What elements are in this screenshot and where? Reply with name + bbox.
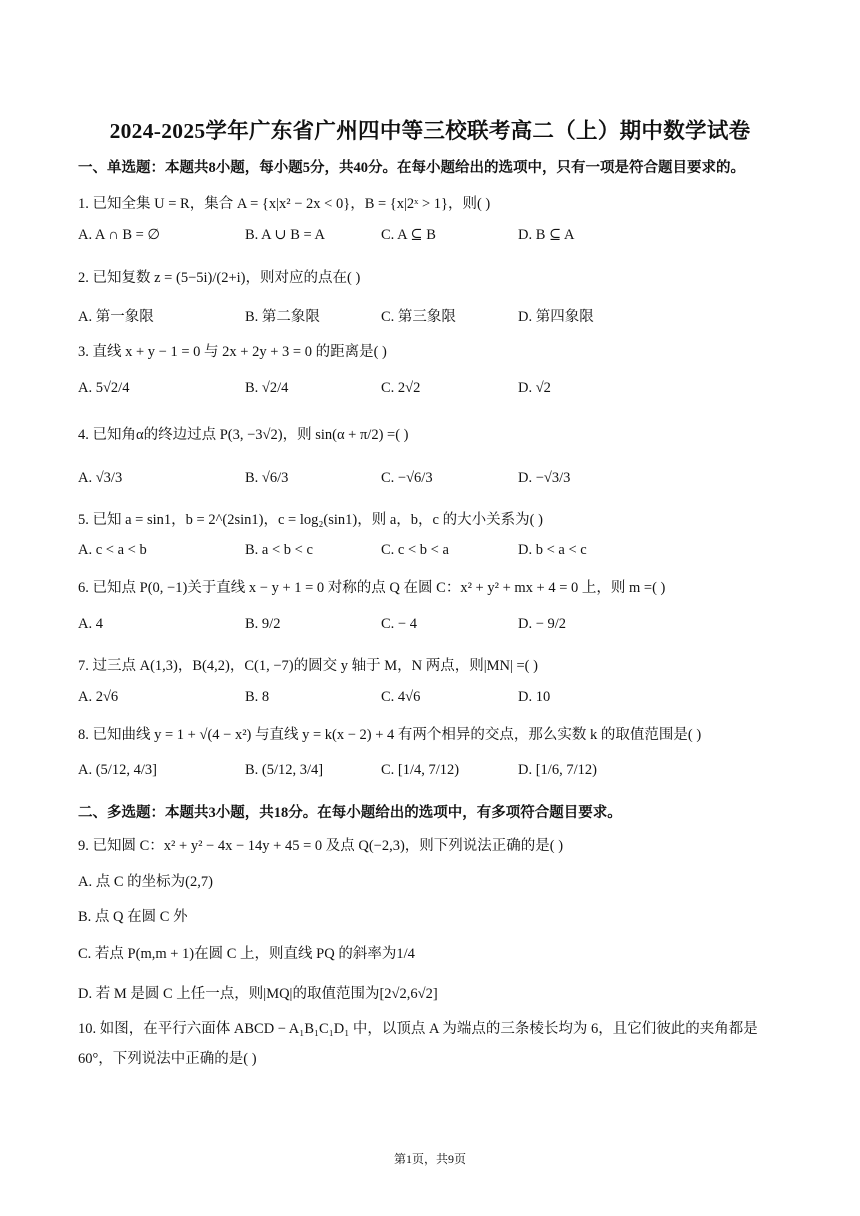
option-b: B. √2/4 bbox=[245, 380, 289, 396]
option-c: C. c < b < a bbox=[381, 542, 449, 558]
option-a: A. √3/3 bbox=[78, 470, 123, 486]
section-heading-single-choice: 一、单选题：本题共8小题，每小题5分，共40分。在每小题给出的选项中，只有一项是符合题目要求的。 bbox=[78, 160, 745, 176]
option-d: D. 第四象限 bbox=[518, 309, 594, 325]
option-a: A. 第一象限 bbox=[78, 309, 154, 325]
option-a: A. A ∩ B = ∅ bbox=[78, 227, 161, 243]
option-d: D. [1/6, 7/12) bbox=[518, 762, 597, 778]
option-c: C. 第三象限 bbox=[381, 309, 456, 325]
option-b: B. √6/3 bbox=[245, 470, 289, 486]
option-c: C. 2√2 bbox=[381, 380, 421, 396]
option-a: A. 点 C 的坐标为(2,7) bbox=[78, 874, 213, 890]
option-b: B. (5/12, 3/4] bbox=[245, 762, 324, 778]
section-heading-multiple-choice: 二、多选题：本题共3小题，共18分。在每小题给出的选项中，有多项符合题目要求。 bbox=[78, 805, 622, 821]
option-d: D. 10 bbox=[518, 689, 551, 705]
question-stem: 4. 已知角α的终边过点 P(3, −3√2)，则 sin(α + π/2) =( ) bbox=[78, 427, 409, 443]
question-stem: 2. 已知复数 z = (5−5i)/(2+i)，则对应的点在( ) bbox=[78, 270, 361, 286]
option-b: B. a < b < c bbox=[245, 542, 313, 558]
page-title: 2024-2025学年广东省广州四中等三校联考高二（上）期中数学试卷 bbox=[109, 119, 751, 143]
option-a: A. 2√6 bbox=[78, 689, 119, 705]
question-stem: 3. 直线 x + y − 1 = 0 与 2x + 2y + 3 = 0 的距离是( ) bbox=[78, 344, 387, 360]
question-stem: 8. 已知曲线 y = 1 + √(4 − x²) 与直线 y = k(x − 2) + 4 有两个相异的交点，那么实数 k 的取值范围是( ) bbox=[78, 727, 702, 743]
option-b: B. 点 Q 在圆 C 外 bbox=[78, 909, 188, 925]
option-d: D. B ⊆ A bbox=[518, 227, 575, 243]
option-d: D. −√3/3 bbox=[518, 470, 571, 486]
option-d: D. b < a < c bbox=[518, 542, 587, 558]
question-stem: 5. 已知 a = sin1，b = 2^(2sin1)，c = log₂(sin1)，则 a，b，c 的大小关系为( ) bbox=[78, 512, 543, 528]
question-stem-continued: 60°，下列说法中正确的是( ) bbox=[78, 1051, 257, 1067]
option-b: B. 第二象限 bbox=[245, 309, 320, 325]
question-stem: 10. 如图，在平行六面体 ABCD − A₁B₁C₁D₁ 中，以顶点 A 为端点的三条棱长均为 6，且它们彼此的夹角都是 bbox=[78, 1021, 758, 1037]
option-c: C. [1/4, 7/12) bbox=[381, 762, 460, 778]
option-c: C. −√6/3 bbox=[381, 470, 433, 486]
option-a: A. 4 bbox=[78, 616, 103, 632]
question-stem: 9. 已知圆 C：x² + y² − 4x − 14y + 45 = 0 及点 Q(−2,3)，则下列说法正确的是( ) bbox=[78, 838, 564, 854]
option-c: C. A ⊆ B bbox=[381, 227, 436, 243]
option-b: B. 9/2 bbox=[245, 616, 281, 632]
option-c: C. 4√6 bbox=[381, 689, 421, 705]
option-d: D. 若 M 是圆 C 上任一点，则|MQ|的取值范围为[2√2,6√2] bbox=[78, 986, 438, 1002]
page-footer: 第1页，共9页 bbox=[393, 1152, 466, 1166]
option-c: C. 若点 P(m,m + 1)在圆 C 上，则直线 PQ 的斜率为1/4 bbox=[78, 946, 415, 962]
option-d: D. − 9/2 bbox=[518, 616, 567, 632]
option-b: B. 8 bbox=[245, 689, 270, 705]
option-a: A. 5√2/4 bbox=[78, 380, 130, 396]
question-stem: 7. 过三点 A(1,3)，B(4,2)，C(1, −7)的圆交 y 轴于 M，N 两点，则|MN| =( ) bbox=[78, 658, 538, 674]
question-stem: 1. 已知全集 U = R，集合 A = {x|x² − 2x < 0}，B = {x|2ˣ > 1}，则( ) bbox=[78, 196, 491, 212]
option-d: D. √2 bbox=[518, 380, 551, 396]
question-stem: 6. 已知点 P(0, −1)关于直线 x − y + 1 = 0 对称的点 Q 在圆 C：x² + y² + mx + 4 = 0 上，则 m =( ) bbox=[78, 580, 666, 596]
option-a: A. c < a < b bbox=[78, 542, 147, 558]
option-a: A. (5/12, 4/3] bbox=[78, 762, 157, 778]
option-c: C. − 4 bbox=[381, 616, 417, 632]
option-b: B. A ∪ B = A bbox=[245, 227, 325, 243]
